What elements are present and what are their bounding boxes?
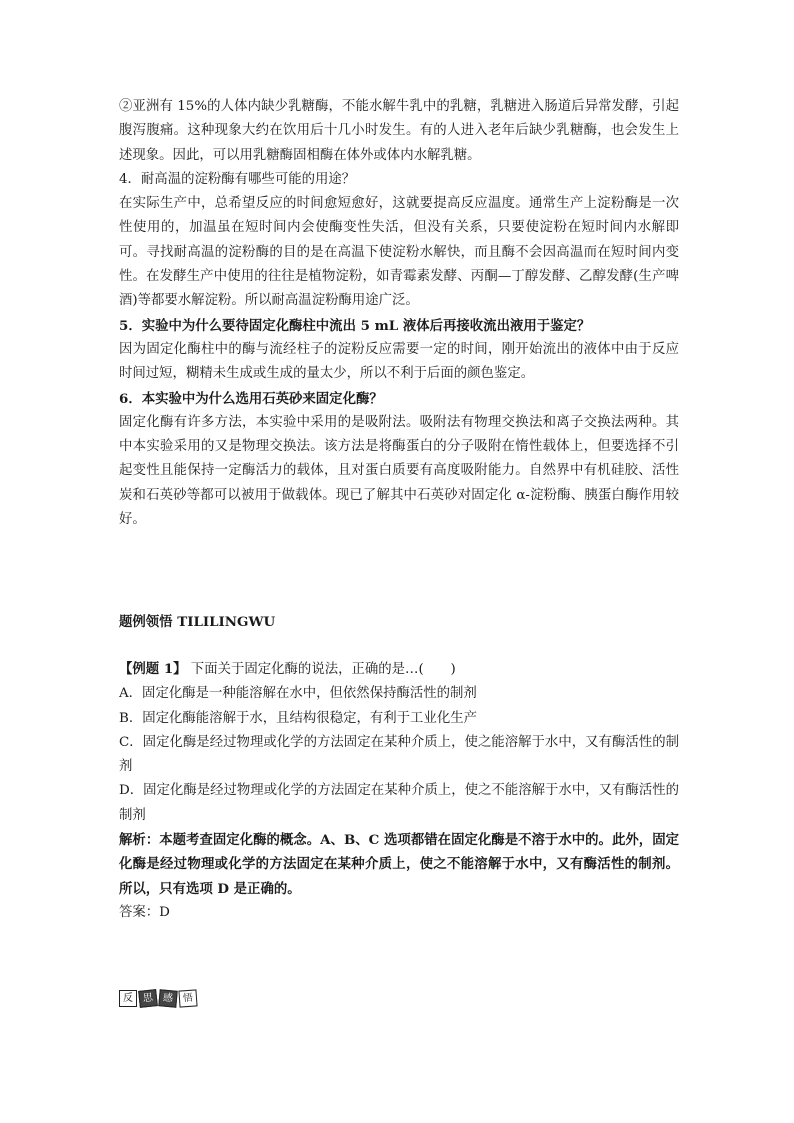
reflect-badge-char: 思 bbox=[138, 989, 158, 1008]
analysis: 解析：本题考查固定化酶的概念。A、B、C 选项都错在固定化酶是不溶于水中的。此外，固定化酶是经过物理或化学的方法固定在某种介质上，使之不能溶解于水中，又有酶活性的制剂。所以，只有选项 D 是正确的。 bbox=[119, 832, 679, 897]
document-body bbox=[119, 95, 679, 920]
example-tag: 【例题 1】 bbox=[119, 661, 187, 677]
answer-6: 固定化酶有许多方法，本实验中采用的是吸附法。吸附法有物理交换法和离子交换法两种。其中本实验采用的又是物理交换法。该方法是将酶蛋白的分子吸附在惰性载体上，但要选择不引起变性且能保持一定酶活力的载体，且对蛋白质要有高度吸附能力。自然界中有机硅胶、活性炭和石英砂等都可以被用于做载体。现已了解其中石英砂对固定化 α-淀粉酶、胰蛋白酶作用较好。 bbox=[119, 414, 679, 528]
question-4: 4．耐高温的淀粉酶有哪些可能的用途？ bbox=[119, 171, 356, 187]
reflect-badge-char: 悟 bbox=[178, 989, 197, 1007]
option-a: A．固定化酶是一种能溶解在水中，但依然保持酶活性的制剂 bbox=[119, 686, 477, 702]
reflect-badge-char: 反 bbox=[119, 990, 137, 1007]
option-d: D．固定化酶是经过物理或化学的方法固定在某种介质上，使之不能溶解于水中，又有酶活性的制剂 bbox=[119, 783, 679, 823]
example-stem: 下面关于固定化酶的说法，正确的是…( ) bbox=[186, 662, 456, 677]
answer-5: 因为固定化酶柱中的酶与流经柱子的淀粉反应需要一定的时间，刚开始流出的液体中由于反应时间过短，糊精未生成或生成的量太少，所以不利于后面的颜色鉴定。 bbox=[119, 341, 679, 382]
paragraph-lactase: ②亚洲有 15%的人体内缺少乳糖酶，不能水解牛乳中的乳糖，乳糖进入肠道后异常发酵，引起腹泻腹痛。这种现象大约在饮用后十几小时发生。有的人进入老年后缺少乳糖酶，也会发生上述现象。因此，可以用乳糖酶固相酶在体外或体内水解乳糖。 bbox=[119, 99, 679, 163]
question-6: 6．本实验中为什么选用石英砂来固定化酶？ bbox=[119, 390, 383, 407]
example-block bbox=[119, 657, 679, 925]
option-b: B．固定化酶能溶解于水，且结构很稳定，有利于工业化生产 bbox=[119, 710, 477, 726]
section-title: 题例领悟 TILILINGWU bbox=[119, 614, 276, 630]
example-question bbox=[119, 657, 679, 682]
option-c: C．固定化酶是经过物理或化学的方法固定在某种介质上，使之能溶解于水中，又有酶活性的制剂 bbox=[119, 734, 679, 775]
reflect-badge bbox=[119, 990, 197, 1007]
reflect-badge-char: 感 bbox=[158, 989, 177, 1008]
question-5: 5．实验中为什么要待固定化酶柱中流出 5 mL 液体后再接收流出液用于鉴定？ bbox=[119, 317, 591, 334]
answer: 答案：D bbox=[119, 904, 170, 920]
answer-4: 在实际生产中，总希望反应的时间愈短愈好，这就要提高反应温度。通常生产上淀粉酶是一次性使用的，加温虽在短时间内会使酶变性失活，但没有关系，只要使淀粉在短时间内水解即可。寻找耐高温的淀粉酶的目的是在高温下使淀粉水解快，而且酶不会因高温而在短时间内变性。在发酵生产中使用的往往是植物淀粉，如青霉素发酵、丙酮—丁醇发酵、乙醇发酵(生产啤酒)等都要水解淀粉。所以耐高温淀粉酶用途广泛。 bbox=[119, 196, 679, 309]
